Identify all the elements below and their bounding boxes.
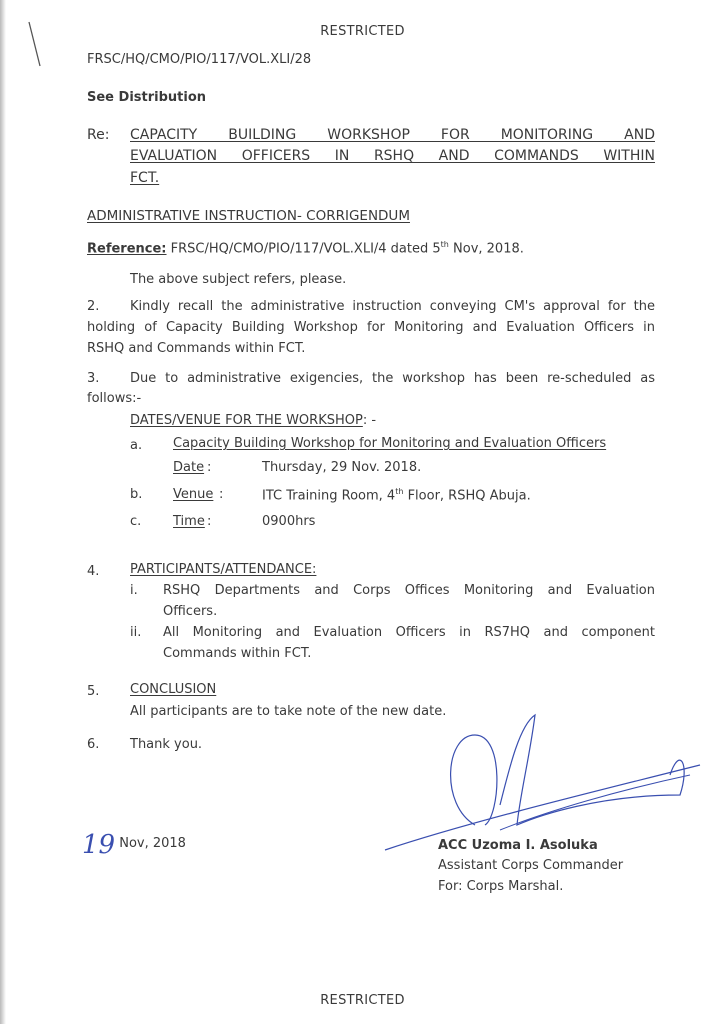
colon: :	[219, 487, 224, 502]
participants-number: 4.	[87, 564, 100, 579]
paragraph-2-line-1: Kindly recall the administrative instruction conveying CM's approval for the	[130, 299, 655, 314]
reference-sup: th	[440, 240, 449, 249]
scan-edge	[0, 0, 6, 1024]
paragraph-2-line-2: holding of Capacity Building Workshop for Monitoring and Evaluation Officers in	[87, 320, 655, 335]
letter-date	[82, 830, 186, 860]
venue-text-end: Floor, RSHQ Abuja.	[407, 488, 531, 504]
header-classification: RESTRICTED	[320, 24, 405, 39]
conclusion-number: 5.	[87, 684, 100, 699]
participant-2-line-2: Commands within FCT.	[163, 646, 312, 661]
signatory-title: Assistant Corps Commander	[438, 858, 624, 873]
signatory-name: ACC Uzoma I. Asoluka	[438, 838, 598, 853]
workshop-heading-text: DATES/VENUE FOR THE WORKSHOP	[130, 413, 363, 428]
handwritten-day: 19	[82, 830, 116, 860]
workshop-venue-value	[262, 487, 531, 503]
paragraph-1: The above subject refers, please.	[130, 272, 347, 287]
subject-prefix: Re:	[87, 127, 110, 143]
subject-line-1: CAPACITY BUILDING WORKSHOP FOR MONITORING AND	[130, 127, 655, 143]
paragraph-2-line-3: RSHQ and Commands within FCT.	[87, 341, 306, 356]
workshop-date-label: Date	[173, 460, 205, 475]
reference-number: FRSC/HQ/CMO/PIO/117/VOL.XLI/28	[87, 52, 312, 67]
workshop-item-letter-a: a.	[130, 438, 143, 453]
conclusion-text: All participants are to take note of the new date.	[130, 704, 447, 719]
workshop-date-value: Thursday, 29 Nov. 2018.	[262, 460, 422, 475]
addressee: See Distribution	[87, 90, 207, 105]
paragraph-3-line-2: follows:-	[87, 391, 142, 406]
signatory-for: For: Corps Marshal.	[438, 879, 564, 894]
venue-sup: th	[395, 487, 404, 496]
colon: :	[207, 514, 212, 529]
workshop-time-value: 0900hrs	[262, 514, 316, 529]
participant-roman-1: i.	[130, 583, 138, 598]
participant-1-line-2: Officers.	[163, 604, 218, 619]
reference-line	[87, 240, 524, 256]
participant-2-line-1: All Monitoring and Evaluation Officers in RS7HQ and component	[163, 625, 655, 640]
paragraph-3-line-1: Due to administrative exigencies, the workshop has been re-scheduled as	[130, 371, 655, 386]
thanks-number: 6.	[87, 737, 100, 752]
thanks-text: Thank you.	[130, 737, 203, 752]
conclusion-heading: CONCLUSION	[130, 682, 217, 697]
instruction-title: ADMINISTRATIVE INSTRUCTION- CORRIGENDUM	[87, 208, 410, 224]
reference-label: Reference:	[87, 241, 167, 257]
reference-text-end: Nov, 2018.	[453, 241, 524, 257]
footer-classification: RESTRICTED	[320, 993, 405, 1008]
date-text: Nov, 2018	[119, 836, 186, 851]
participant-1-line-1: RSHQ Departments and Corps Offices Monitoring and Evaluation	[163, 583, 655, 598]
workshop-item-title: Capacity Building Workshop for Monitoring and Evaluation Officers	[173, 436, 607, 451]
venue-text: ITC Training Room, 4	[262, 488, 396, 504]
participants-heading: PARTICIPANTS/ATTENDANCE:	[130, 562, 317, 577]
reference-text: FRSC/HQ/CMO/PIO/117/VOL.XLI/4 dated 5	[170, 241, 441, 257]
workshop-heading	[130, 413, 376, 428]
workshop-item-letter-c: c.	[130, 514, 142, 529]
paragraph-2-number: 2.	[87, 299, 100, 314]
participant-roman-2: ii.	[130, 625, 142, 640]
workshop-venue-label: Venue	[173, 487, 214, 502]
signature	[380, 705, 720, 855]
workshop-item-letter-b: b.	[130, 487, 143, 502]
paragraph-3-number: 3.	[87, 371, 100, 386]
workshop-time-label: Time	[173, 514, 205, 529]
subject-line-3: FCT.	[130, 170, 160, 186]
subject-line-2: EVALUATION OFFICERS IN RSHQ AND COMMANDS WITHIN	[130, 148, 655, 164]
colon: :	[207, 460, 212, 475]
workshop-heading-suffix: : -	[362, 413, 377, 428]
